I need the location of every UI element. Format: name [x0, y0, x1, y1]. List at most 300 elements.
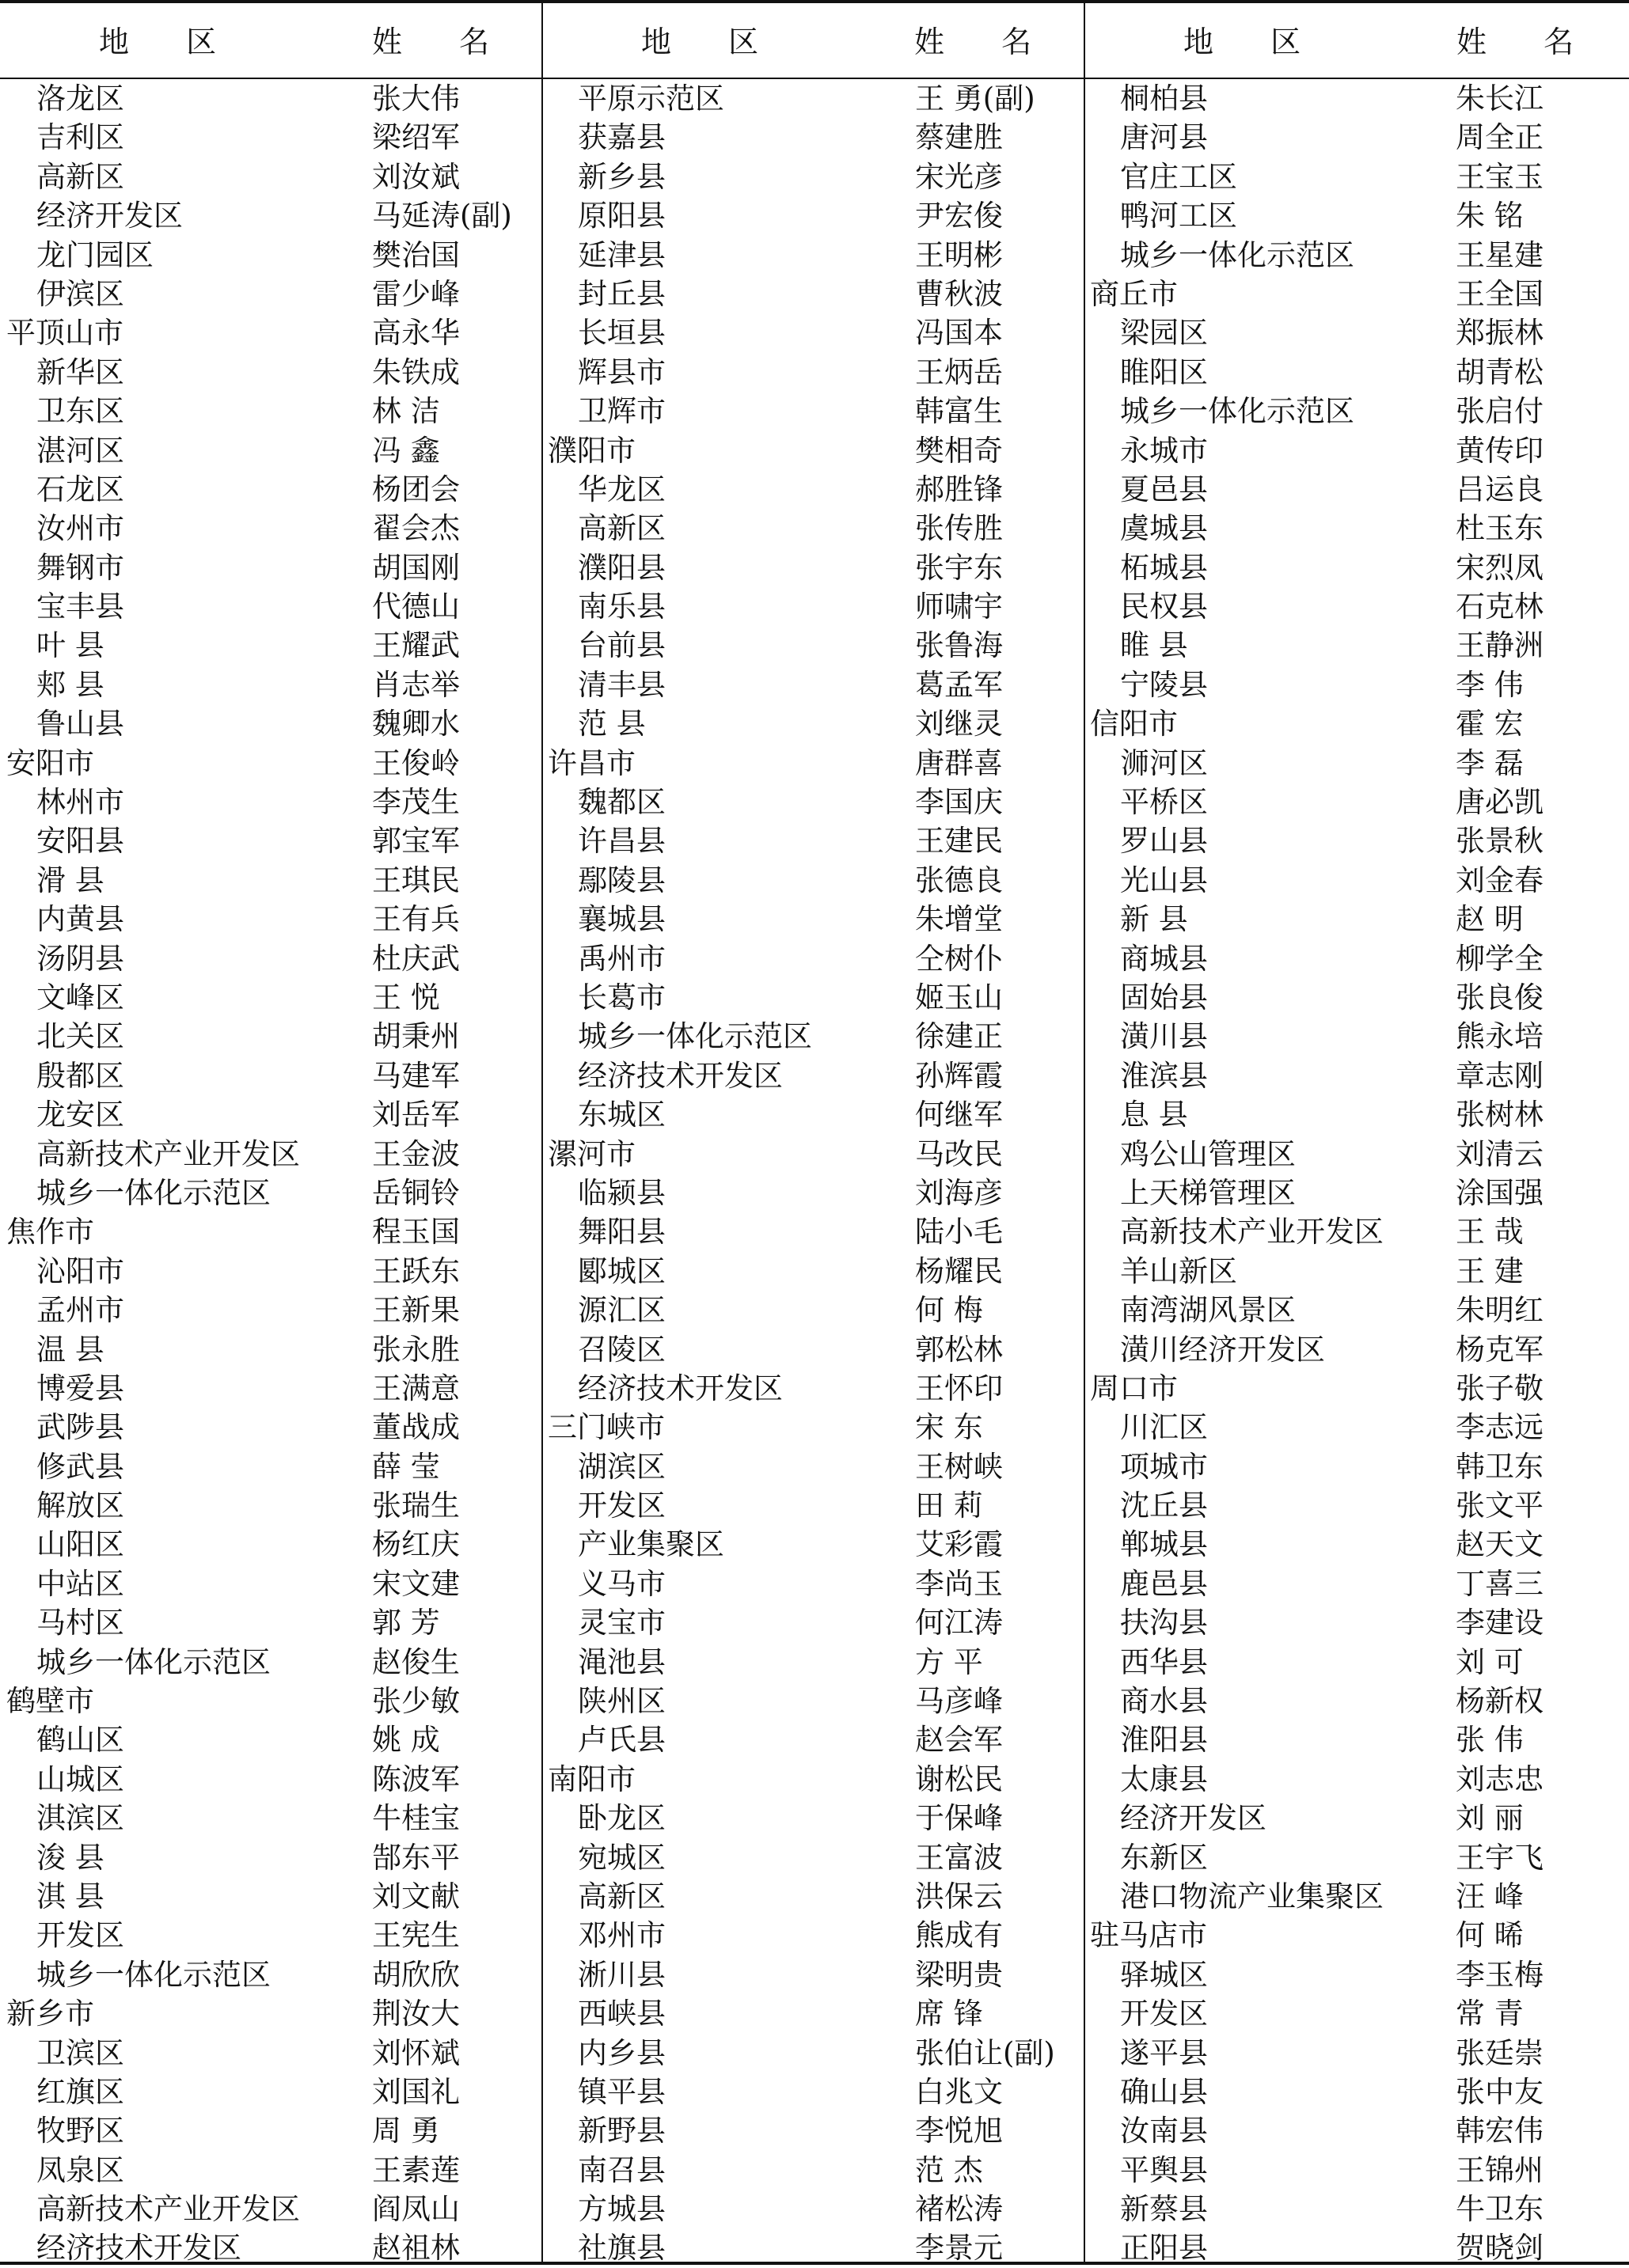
region-cell: 淮阳县 — [1120, 1723, 1208, 1758]
table-row — [1090, 2190, 1620, 2228]
table-row — [548, 861, 1078, 900]
name-cell: 杨新权 — [1456, 1684, 1544, 1719]
region-cell: 舞钢市 — [36, 550, 124, 585]
name-cell: 雷少峰 — [372, 276, 460, 311]
name-cell: 汪 峰 — [1456, 1879, 1524, 1913]
region-cell: 殷都区 — [36, 1058, 124, 1093]
table-row — [548, 1408, 1078, 1447]
table-row — [6, 2151, 537, 2190]
region-cell: 鹿邑县 — [1120, 1566, 1208, 1601]
name-cell: 王怀印 — [915, 1371, 1003, 1405]
name-cell: 王树峡 — [915, 1449, 1003, 1484]
region-cell: 凤泉区 — [36, 2152, 124, 2187]
table-row — [548, 2073, 1078, 2111]
name-cell: 范 杰 — [915, 2152, 983, 2187]
table-row — [6, 1603, 537, 1642]
name-cell: 赵天文 — [1456, 1527, 1544, 1562]
name-cell: 胡青松 — [1456, 355, 1544, 389]
region-cell: 龙安区 — [36, 1098, 124, 1132]
table-row — [548, 431, 1078, 470]
name-cell: 李尚玉 — [915, 1566, 1003, 1601]
name-cell: 葛孟军 — [915, 667, 1003, 702]
name-cell: 王锦州 — [1456, 2152, 1544, 2187]
table-row — [548, 1525, 1078, 1564]
table-row — [548, 1095, 1078, 1134]
region-cell: 新华区 — [36, 355, 124, 389]
region-cell: 驿城区 — [1120, 1957, 1208, 1992]
name-cell: 郝胜锋 — [915, 472, 1003, 506]
name-cell: 何 晞 — [1456, 1918, 1524, 1953]
name-cell: 胡欣欣 — [372, 1957, 460, 1992]
table-row — [1090, 1760, 1620, 1799]
name-cell: 王跃东 — [372, 1253, 460, 1288]
region-cell: 鲁山县 — [36, 707, 124, 741]
name-cell: 刘怀斌 — [372, 2035, 460, 2070]
region-cell: 禹州市 — [578, 941, 666, 976]
region-cell: 睢 县 — [1120, 628, 1188, 663]
region-cell: 源汇区 — [578, 1293, 666, 1328]
region-cell: 安阳县 — [36, 824, 124, 859]
name-cell: 朱 铭 — [1456, 199, 1524, 233]
name-cell: 张启付 — [1456, 394, 1544, 429]
table-row — [6, 1447, 537, 1486]
table-row — [6, 157, 537, 196]
region-cell: 鹤山区 — [36, 1723, 124, 1758]
table-row — [6, 431, 537, 470]
name-cell: 刘 可 — [1456, 1644, 1524, 1679]
table-row — [548, 1369, 1078, 1408]
name-cell: 杨耀民 — [915, 1253, 1003, 1288]
name-cell: 唐必凯 — [1456, 785, 1544, 820]
table-row — [6, 978, 537, 1017]
region-cell: 高新技术产业开发区 — [36, 1136, 300, 1171]
region-cell: 淮滨县 — [1120, 1058, 1208, 1093]
region-cell: 山城区 — [36, 1762, 124, 1796]
table-row — [548, 978, 1078, 1017]
table-row — [548, 2190, 1078, 2228]
table-row — [6, 2034, 537, 2073]
name-cell: 张宇东 — [915, 550, 1003, 585]
region-cell: 马村区 — [36, 1606, 124, 1640]
name-cell: 张德良 — [915, 863, 1003, 897]
table-row — [1090, 236, 1620, 275]
region-cell: 城乡一体化示范区 — [36, 1644, 271, 1679]
table-row — [1090, 1955, 1620, 1994]
name-cell: 周 勇 — [372, 2114, 440, 2149]
name-cell: 肖志举 — [372, 667, 460, 702]
region-cell: 漯河市 — [548, 1136, 636, 1171]
name-cell: 冯国本 — [915, 316, 1003, 351]
region-cell: 郸城县 — [1120, 1527, 1208, 1562]
table-row — [6, 783, 537, 821]
name-cell: 王富波 — [915, 1840, 1003, 1875]
name-cell: 张文平 — [1456, 1489, 1544, 1523]
name-cell: 王宪生 — [372, 1918, 460, 1953]
table-row — [1090, 1291, 1620, 1329]
region-cell: 息 县 — [1120, 1098, 1188, 1132]
table-row — [6, 861, 537, 900]
region-cell: 卧龙区 — [578, 1801, 666, 1836]
region-cell: 汤阴县 — [36, 941, 124, 976]
region-cell: 光山县 — [1120, 863, 1208, 897]
name-cell: 宋光彦 — [915, 159, 1003, 194]
name-cell: 王建民 — [915, 824, 1003, 859]
table-row — [548, 1603, 1078, 1642]
name-cell: 朱铁成 — [372, 355, 460, 389]
region-cell: 上天梯管理区 — [1120, 1175, 1296, 1210]
table-row — [6, 1525, 537, 1564]
name-cell: 杨红庆 — [372, 1527, 460, 1562]
table-row — [6, 1955, 537, 1994]
region-cell: 社旗县 — [578, 2231, 666, 2266]
region-cell: 虞城县 — [1120, 511, 1208, 546]
table-row — [1090, 783, 1620, 821]
table-row — [548, 1760, 1078, 1799]
name-cell: 刘汝斌 — [372, 159, 460, 194]
region-cell: 南阳市 — [548, 1762, 636, 1796]
table-row — [548, 1056, 1078, 1095]
region-cell: 南召县 — [578, 2152, 666, 2187]
table-row — [6, 1330, 537, 1369]
table-row — [1090, 431, 1620, 470]
name-cell: 姬玉山 — [915, 980, 1003, 1015]
table-row — [6, 1174, 537, 1212]
name-cell: 艾彩霞 — [915, 1527, 1003, 1562]
table-row — [1090, 821, 1620, 860]
table-row — [548, 1447, 1078, 1486]
table-row — [548, 939, 1078, 978]
region-cell: 邓州市 — [578, 1918, 666, 1953]
region-cell: 睢阳区 — [1120, 355, 1208, 389]
table-row — [6, 1643, 537, 1682]
name-cell: 于保峰 — [915, 1801, 1003, 1836]
name-cell: 韩富生 — [915, 394, 1003, 429]
table-row — [1090, 666, 1620, 704]
name-cell: 李景元 — [915, 2231, 1003, 2266]
table-row — [1090, 861, 1620, 900]
region-cell: 确山县 — [1120, 2074, 1208, 2109]
column-divider-2 — [1084, 0, 1085, 2265]
name-cell: 韩宏伟 — [1456, 2114, 1544, 2149]
table-row — [548, 2111, 1078, 2150]
region-cell: 南乐县 — [578, 590, 666, 624]
table-row — [1090, 587, 1620, 626]
name-cell: 褚松涛 — [915, 2192, 1003, 2227]
region-cell: 高新区 — [578, 511, 666, 546]
region-cell: 城乡一体化示范区 — [1120, 394, 1354, 429]
table-row — [548, 509, 1078, 548]
table-row — [1090, 1056, 1620, 1095]
region-cell: 召陵区 — [578, 1332, 666, 1367]
region-cell: 石龙区 — [36, 472, 124, 506]
region-cell: 经济开发区 — [1120, 1801, 1266, 1836]
table-row — [6, 509, 537, 548]
name-cell: 张永胜 — [372, 1332, 460, 1367]
table-row — [6, 470, 537, 509]
table-row — [1090, 1603, 1620, 1642]
name-cell: 代德山 — [372, 590, 460, 624]
table-row — [1090, 1135, 1620, 1174]
table-row — [548, 236, 1078, 275]
table-row — [6, 1017, 537, 1056]
name-cell: 贺晓剑 — [1456, 2231, 1544, 2266]
region-cell: 卫辉市 — [578, 394, 666, 429]
table-row — [6, 2073, 537, 2111]
name-cell: 胡秉州 — [372, 1019, 460, 1054]
name-cell: 郭 芳 — [372, 1606, 440, 1640]
region-cell: 永城市 — [1120, 433, 1208, 468]
table-row — [1090, 470, 1620, 509]
table-row — [1090, 2151, 1620, 2190]
name-cell: 郑振林 — [1456, 316, 1544, 351]
region-cell: 焦作市 — [6, 1215, 94, 1250]
region-cell: 商丘市 — [1090, 276, 1178, 311]
region-cell: 许昌市 — [548, 745, 636, 780]
region-cell: 潢川县 — [1120, 1019, 1208, 1054]
region-cell: 安阳市 — [6, 745, 94, 780]
table-row — [548, 1720, 1078, 1759]
name-cell: 刘继灵 — [915, 707, 1003, 741]
region-cell: 博爱县 — [36, 1371, 124, 1405]
name-cell: 丁喜三 — [1456, 1566, 1544, 1601]
table-row — [6, 587, 537, 626]
region-cell: 渑池县 — [578, 1644, 666, 1679]
region-cell: 临颍县 — [578, 1175, 666, 1210]
name-cell: 刘志忠 — [1456, 1762, 1544, 1796]
name-cell: 荆汝大 — [372, 1997, 460, 2031]
name-cell: 马彦峰 — [915, 1684, 1003, 1719]
table-row — [548, 1291, 1078, 1329]
region-cell: 项城市 — [1120, 1449, 1208, 1484]
name-cell: 张少敏 — [372, 1684, 460, 1719]
table-row — [6, 1760, 537, 1799]
name-cell: 王星建 — [1456, 237, 1544, 272]
table-row — [548, 1643, 1078, 1682]
name-cell: 朱长江 — [1456, 82, 1544, 116]
table-row — [1090, 1212, 1620, 1251]
table-row — [6, 2190, 537, 2228]
region-cell: 淇滨区 — [36, 1801, 124, 1836]
region-cell: 解放区 — [36, 1489, 124, 1523]
table-row — [1090, 978, 1620, 1017]
name-cell: 刘海彦 — [915, 1175, 1003, 1210]
region-cell: 浚 县 — [36, 1840, 104, 1875]
table-row — [548, 548, 1078, 587]
name-cell: 张大伟 — [372, 82, 460, 116]
region-cell: 开发区 — [1120, 1997, 1208, 2031]
table-row — [1090, 1916, 1620, 1955]
top-rule — [0, 0, 1629, 3]
table-row — [1090, 392, 1620, 430]
region-cell: 高新技术产业开发区 — [36, 2192, 300, 2227]
region-cell: 商水县 — [1120, 1684, 1208, 1719]
name-cell: 徐建正 — [915, 1019, 1003, 1054]
table-row — [6, 1486, 537, 1525]
region-cell: 原阳县 — [578, 199, 666, 233]
region-cell: 梁园区 — [1120, 316, 1208, 351]
name-cell: 张伯让(副) — [915, 2035, 1055, 2070]
table-row — [6, 704, 537, 743]
name-cell: 翟会杰 — [372, 511, 460, 546]
name-cell: 张中友 — [1456, 2074, 1544, 2109]
region-cell: 信阳市 — [1090, 707, 1178, 741]
table-row — [6, 1252, 537, 1291]
name-cell: 郭松林 — [915, 1332, 1003, 1367]
region-cell: 南湾湖风景区 — [1120, 1293, 1296, 1328]
table-row — [548, 353, 1078, 392]
header-region-3: 地 区 — [1183, 24, 1325, 59]
name-cell: 韩卫东 — [1456, 1449, 1544, 1484]
region-cell: 吉利区 — [36, 120, 124, 155]
header-name-1: 姓 名 — [372, 24, 514, 59]
header-region-1: 地 区 — [99, 24, 241, 59]
region-cell: 获嘉县 — [578, 120, 666, 155]
region-cell: 卢氏县 — [578, 1723, 666, 1758]
header-name-3: 姓 名 — [1456, 24, 1598, 59]
table-row — [1090, 2034, 1620, 2073]
name-cell: 郭宝军 — [372, 824, 460, 859]
table-row — [1090, 1408, 1620, 1447]
name-cell: 朱明红 — [1456, 1293, 1544, 1328]
region-cell: 新乡县 — [578, 159, 666, 194]
region-cell: 城乡一体化示范区 — [36, 1957, 271, 1992]
name-cell: 王 建 — [1456, 1253, 1524, 1288]
region-cell: 洛龙区 — [36, 82, 124, 116]
region-cell: 湛河区 — [36, 433, 124, 468]
table-row — [548, 626, 1078, 665]
table-row — [548, 1174, 1078, 1212]
name-cell: 王宝玉 — [1456, 159, 1544, 194]
region-cell: 平舆县 — [1120, 2152, 1208, 2187]
table-row — [6, 353, 537, 392]
name-cell: 张 伟 — [1456, 1723, 1524, 1758]
region-cell: 内乡县 — [578, 2035, 666, 2070]
name-cell: 张传胜 — [915, 511, 1003, 546]
region-cell: 经济开发区 — [36, 199, 183, 233]
table-row — [1090, 1369, 1620, 1408]
name-cell: 马改民 — [915, 1136, 1003, 1171]
region-cell: 汝南县 — [1120, 2114, 1208, 2149]
region-cell: 东城区 — [578, 1098, 666, 1132]
name-cell: 李 磊 — [1456, 745, 1524, 780]
region-cell: 高新技术产业开发区 — [1120, 1215, 1384, 1250]
name-cell: 刘文献 — [372, 1879, 460, 1913]
name-cell: 岳铜铃 — [372, 1175, 460, 1210]
name-cell: 梁绍军 — [372, 120, 460, 155]
table-row — [1090, 79, 1620, 118]
table-row — [1090, 196, 1620, 235]
table-row — [548, 1017, 1078, 1056]
name-cell: 黄传印 — [1456, 433, 1544, 468]
name-cell: 赵会军 — [915, 1723, 1003, 1758]
region-cell: 经济技术开发区 — [578, 1371, 783, 1405]
name-cell: 何继军 — [915, 1098, 1003, 1132]
table-row — [1090, 900, 1620, 939]
region-cell: 清丰县 — [578, 667, 666, 702]
region-cell: 高新区 — [36, 159, 124, 194]
region-cell: 产业集聚区 — [578, 1527, 724, 1562]
region-cell: 宁陵县 — [1120, 667, 1208, 702]
region-cell: 长葛市 — [578, 980, 666, 1015]
table-row — [548, 79, 1078, 118]
name-cell: 朱增堂 — [915, 902, 1003, 937]
name-cell: 陈波军 — [372, 1762, 460, 1796]
name-cell: 王琪民 — [372, 863, 460, 897]
table-row — [1090, 1486, 1620, 1525]
table-row — [548, 1994, 1078, 2033]
name-cell: 白兆文 — [915, 2074, 1003, 2109]
table-row — [6, 1291, 537, 1329]
table-row — [548, 783, 1078, 821]
name-cell: 张廷崇 — [1456, 2035, 1544, 2070]
table-row — [1090, 1252, 1620, 1291]
name-cell: 樊相奇 — [915, 433, 1003, 468]
name-cell: 王炳岳 — [915, 355, 1003, 389]
region-cell: 新野县 — [578, 2114, 666, 2149]
name-cell: 李茂生 — [372, 785, 460, 820]
name-cell: 樊治国 — [372, 237, 460, 272]
name-cell: 唐群喜 — [915, 745, 1003, 780]
name-cell: 洪保云 — [915, 1879, 1003, 1913]
region-cell: 川汇区 — [1120, 1410, 1208, 1445]
table-row — [1090, 1525, 1620, 1564]
table-row — [6, 1135, 537, 1174]
table-row — [548, 2151, 1078, 2190]
region-cell: 内黄县 — [36, 902, 124, 937]
name-cell: 刘清云 — [1456, 1136, 1544, 1171]
column-2 — [548, 79, 1078, 2268]
name-cell: 赵 明 — [1456, 902, 1524, 937]
table-row — [6, 626, 537, 665]
table-row — [1090, 2228, 1620, 2267]
name-cell: 王满意 — [372, 1371, 460, 1405]
name-cell: 涂国强 — [1456, 1175, 1544, 1210]
region-cell: 修武县 — [36, 1449, 124, 1484]
table-row — [1090, 313, 1620, 352]
region-cell: 唐河县 — [1120, 120, 1208, 155]
region-cell: 商城县 — [1120, 941, 1208, 976]
header-name-2: 姓 名 — [914, 24, 1056, 59]
name-cell: 蔡建胜 — [915, 120, 1003, 155]
region-cell: 汝州市 — [36, 511, 124, 546]
table-row — [548, 1799, 1078, 1838]
name-cell: 吕运良 — [1456, 472, 1544, 506]
table-row — [6, 313, 537, 352]
table-row — [1090, 1447, 1620, 1486]
name-cell: 宋烈凤 — [1456, 550, 1544, 585]
table-row — [548, 1212, 1078, 1251]
region-cell: 范 县 — [578, 707, 646, 741]
region-cell: 牧野区 — [36, 2114, 124, 2149]
table-row — [548, 275, 1078, 313]
name-cell: 王全国 — [1456, 276, 1544, 311]
table-row — [6, 1916, 537, 1955]
region-cell: 襄城县 — [578, 902, 666, 937]
name-cell: 胡国刚 — [372, 550, 460, 585]
table-row — [548, 1564, 1078, 1603]
name-cell: 王 勇(副) — [915, 82, 1035, 116]
name-cell: 张瑞生 — [372, 1489, 460, 1523]
region-cell: 开发区 — [36, 1918, 124, 1953]
table-row — [6, 744, 537, 783]
table-row — [548, 1135, 1078, 1174]
region-cell: 新乡市 — [6, 1997, 94, 2031]
region-cell: 华龙区 — [578, 472, 666, 506]
region-cell: 舞阳县 — [578, 1215, 666, 1250]
region-cell: 浉河区 — [1120, 745, 1208, 780]
column-divider-1 — [541, 0, 543, 2265]
region-cell: 鸡公山管理区 — [1120, 1136, 1296, 1171]
